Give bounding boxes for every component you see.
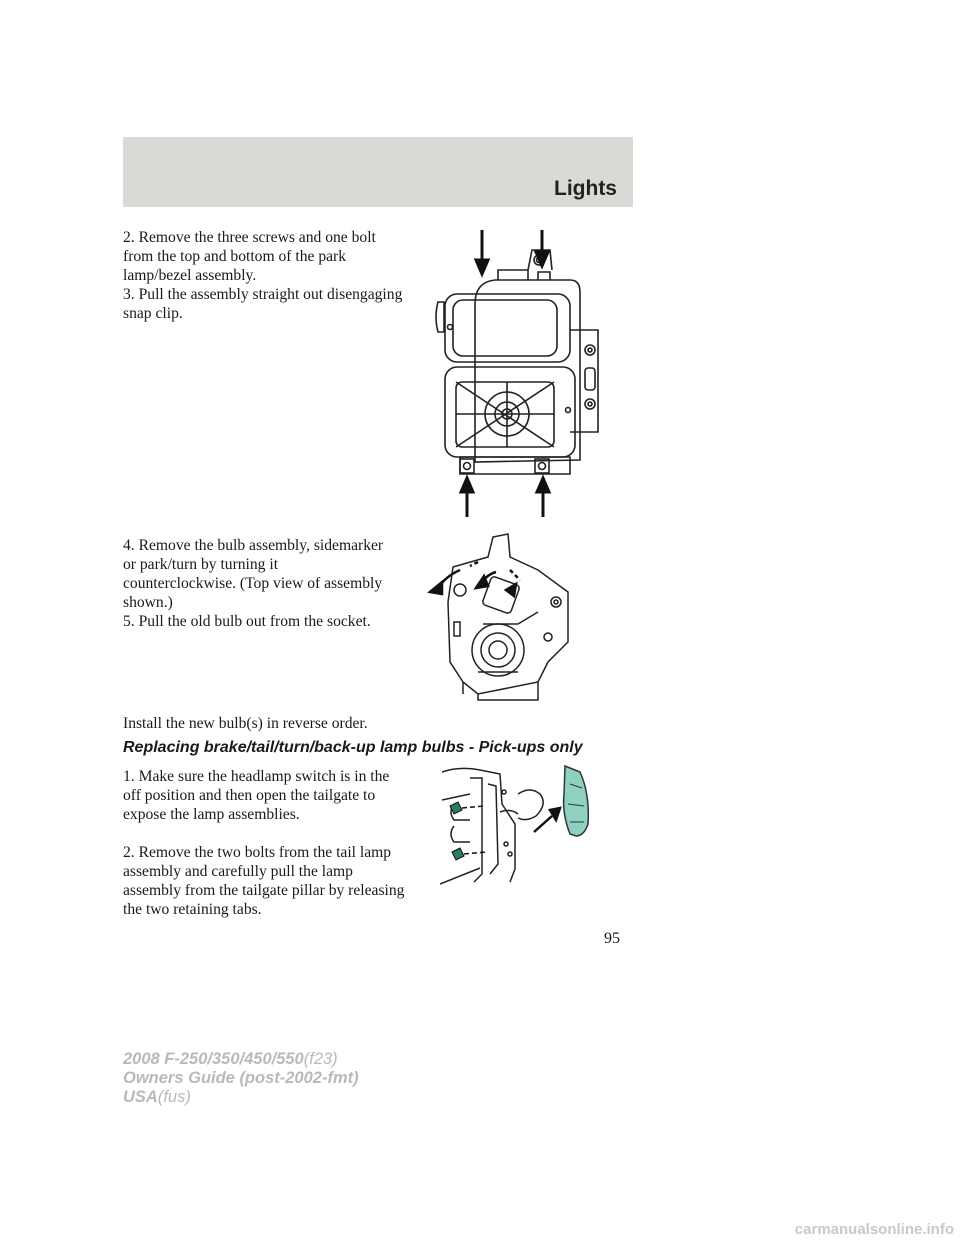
subheading: Replacing brake/tail/turn/back-up lamp bulbs - Pick-ups only — [123, 739, 583, 756]
site-watermark: carmanualsonline.info — [794, 1221, 954, 1238]
step-5-text: 5. Pull the old bulb out from the socket. — [123, 613, 371, 630]
footer-model: 2008 F-250/350/450/550 — [123, 1050, 304, 1068]
footer-model-code: (f23) — [303, 1050, 338, 1068]
park-lamp-assembly-figure — [420, 222, 610, 522]
step-2-text: 2. Remove the three screws and one bolt from the top and bottom of the park lamp/bezel assembly. — [123, 229, 376, 284]
section-header-band — [123, 137, 633, 207]
footer-line-2: Owners Guide (post-2002-fmt) — [123, 1069, 359, 1087]
page-number: 95 — [604, 930, 620, 947]
footer-line-1 — [123, 1050, 359, 1069]
pickup-step-1-text: 1. Make sure the headlamp switch is in the off position and then open the tailgate to expose the lamp assemblies. — [123, 768, 390, 823]
step-3-text: 3. Pull the assembly straight out disengaging snap clip. — [123, 286, 403, 322]
step-4-text: 4. Remove the bulb assembly, sidemarker or park/turn by turning it counterclockwise. (Top view of assembly shown.) — [123, 537, 384, 611]
pickup-step-2-text: 2. Remove the two bolts from the tail lamp assembly and carefully pull the lamp assembly from the tailgate pillar by releasing the two retaining tabs. — [123, 844, 405, 918]
section-title: Lights — [554, 177, 617, 200]
footer-line-3 — [123, 1088, 359, 1107]
footer-region-code: (fus) — [157, 1088, 191, 1106]
tail-lamp-removal-figure — [440, 764, 605, 889]
bulb-assembly-top-view-figure — [418, 532, 588, 702]
document-footer — [123, 1050, 359, 1107]
footer-region: USA — [123, 1088, 158, 1106]
install-note: Install the new bulb(s) in reverse order. — [123, 715, 368, 732]
